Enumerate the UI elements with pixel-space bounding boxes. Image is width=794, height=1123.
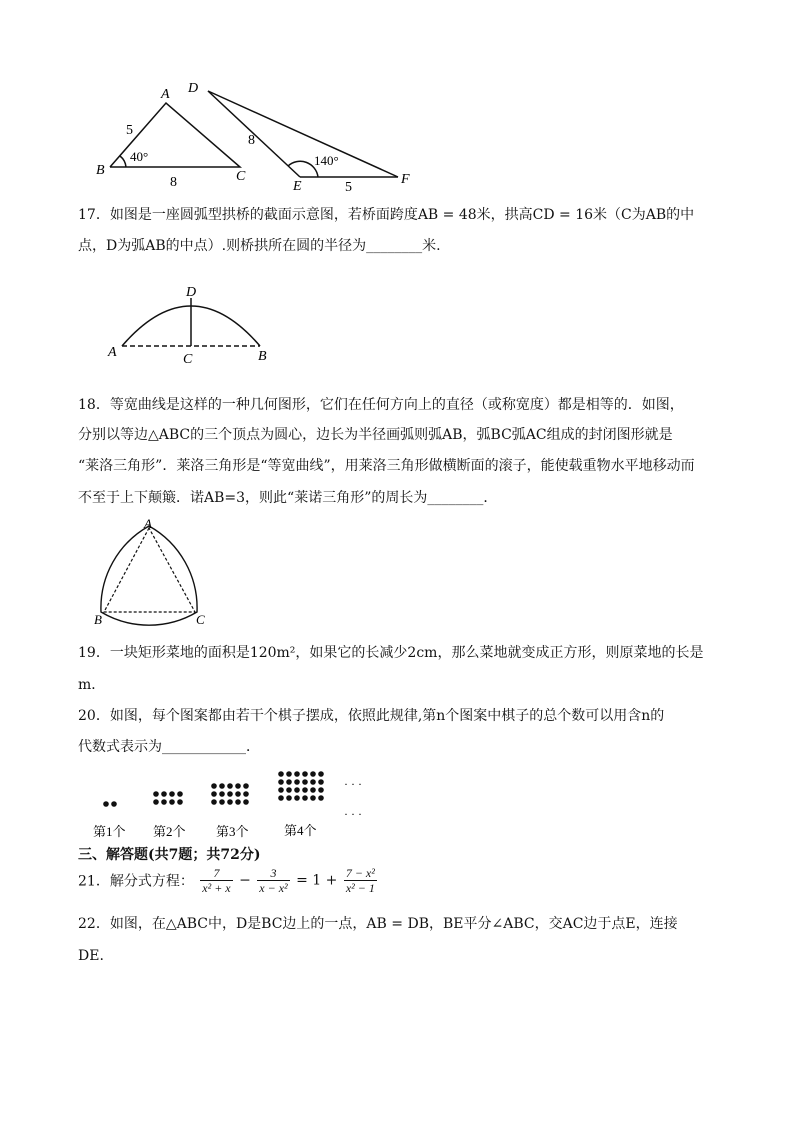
q20-line2: 代数式表示为____________．: [78, 739, 260, 755]
chess-piece-dot: [169, 799, 175, 805]
chess-piece-dot: [310, 787, 316, 793]
reuleaux-figure: [92, 516, 212, 630]
chess-piece-dot: [153, 791, 159, 797]
chess-piece-dot: [286, 771, 292, 777]
chess-piece-dot: [227, 783, 233, 789]
chess-piece-dot: [278, 771, 284, 777]
label-a: A: [144, 516, 152, 531]
q18-line4: 不至于上下颠簸．诺AB=3，则此“莱诺三角形”的周长为________．: [78, 490, 498, 506]
label-b-left: B: [96, 163, 105, 178]
label-f: F: [401, 172, 410, 187]
chess-piece-dot: [302, 795, 308, 801]
caption-1: 第1个: [93, 824, 126, 839]
chess-piece-dot: [177, 799, 183, 805]
chess-piece-dot: [278, 795, 284, 801]
triangles-figure: [90, 78, 420, 196]
caption-3: 第3个: [216, 824, 249, 839]
q20-line1: 20．如图，每个图案都由若干个棋子摆成，依照此规律,第n个图案中棋子的总个数可以用含n的: [78, 708, 665, 724]
label-de-length: 8: [248, 133, 255, 148]
label-a: A: [108, 345, 117, 360]
chess-piece-dot: [243, 799, 249, 805]
chess-piece-dot: [302, 787, 308, 793]
chess-piece-dot: [177, 791, 183, 797]
chess-piece-dot: [278, 779, 284, 785]
ellipsis-top: · · ·: [344, 777, 362, 791]
q18-line2: 分别以等边△ABC的三个顶点为圆心，边长为半径画弧则弧AB，弧BC弧AC组成的封闭图形就是: [78, 427, 673, 443]
fraction-3: [344, 866, 377, 895]
q18-line3: “莱洛三角形”．莱洛三角形是“等宽曲线”，用莱洛三角形做横断面的滚子，能使载重物水平地移动而: [78, 458, 695, 474]
chess-piece-dot: [318, 779, 324, 785]
chess-piece-dot: [294, 787, 300, 793]
caption-2: 第2个: [153, 824, 186, 839]
label-d: D: [188, 81, 199, 96]
chess-piece-dot: [294, 795, 300, 801]
label-c: C: [196, 612, 205, 627]
chess-piece-dot: [243, 783, 249, 789]
equals-one-plus: = 1 +: [296, 872, 338, 889]
dots-group: [103, 771, 324, 807]
chess-piece-dot: [278, 787, 284, 793]
chess-piece-dot: [161, 791, 167, 797]
chess-piece-dot: [169, 791, 175, 797]
fraction-1-numerator: 7: [200, 866, 232, 881]
chess-piece-dot: [318, 795, 324, 801]
chess-piece-dot: [103, 801, 109, 807]
chess-piece-dot: [286, 779, 292, 785]
chess-piece-dot: [219, 799, 225, 805]
chess-piece-dot: [153, 799, 159, 805]
label-b: B: [94, 612, 102, 627]
label-bc-length: 8: [170, 175, 177, 190]
label-b: B: [258, 349, 267, 364]
angle-arc-b: [120, 156, 126, 167]
chess-piece-dot: [111, 801, 117, 807]
label-e: E: [293, 179, 302, 194]
fraction-1: [200, 866, 232, 895]
label-d: D: [186, 285, 197, 300]
chess-piece-dot: [286, 787, 292, 793]
fraction-3-denominator: x² − 1: [345, 881, 375, 895]
chess-piece-dot: [161, 799, 167, 805]
chess-piece-dot: [302, 779, 308, 785]
chess-piece-dot: [318, 771, 324, 777]
chess-piece-dot: [294, 779, 300, 785]
label-angle-140: 140°: [314, 153, 339, 168]
chess-piece-dot: [310, 795, 316, 801]
chess-pieces-figure: [90, 766, 390, 844]
q21-equation: [78, 866, 379, 895]
chess-piece-dot: [318, 787, 324, 793]
chess-piece-dot: [219, 783, 225, 789]
fraction-2-numerator: 3: [257, 866, 289, 881]
label-a-left: A: [161, 87, 170, 102]
q19-line1: 19．一块矩形菜地的面积是120m²，如果它的长减少2cm，那么菜地就变成正方形，则原菜地的长是: [78, 645, 704, 661]
q22-line2: DE.: [78, 948, 104, 964]
q17-line2: 点，D为弧AB的中点）.则桥拱所在圆的半径为________米.: [78, 238, 441, 254]
fraction-1-denominator: x² + x: [202, 881, 231, 895]
q19-line2: m．: [78, 677, 106, 693]
chess-piece-dot: [310, 771, 316, 777]
label-c: C: [183, 352, 193, 367]
chess-piece-dot: [235, 791, 241, 797]
chess-piece-dot: [302, 771, 308, 777]
chess-piece-dot: [235, 783, 241, 789]
chess-piece-dot: [211, 791, 217, 797]
label-c-left: C: [236, 169, 246, 184]
caption-4: 第4个: [284, 823, 317, 838]
inner-triangle-dashed: [104, 528, 195, 612]
label-ab-length: 5: [126, 123, 133, 138]
chess-piece-dot: [211, 799, 217, 805]
q17-line1: 17．如图是一座圆弧型拱桥的截面示意图，若桥面跨度AB = 48米，拱高CD = 16米（C为AB的中: [78, 207, 695, 223]
chess-piece-dot: [243, 791, 249, 797]
q21-prefix: 21．解分式方程：: [78, 873, 194, 890]
minus-sign: −: [239, 872, 251, 889]
chess-piece-dot: [219, 791, 225, 797]
label-angle-40: 40°: [130, 149, 149, 164]
chess-piece-dot: [310, 779, 316, 785]
chess-piece-dot: [227, 791, 233, 797]
q22-line1: 22．如图，在△ABC中，D是BC边上的一点，AB = DB，BE平分∠ABC，交AC边于点E，连接: [78, 916, 678, 932]
fraction-2: [257, 866, 289, 895]
ellipsis-bottom: · · ·: [344, 807, 362, 821]
chess-piece-dot: [227, 799, 233, 805]
q18-line1: 18．等宽曲线是这样的一种几何图形，它们在任何方向上的直径（或称宽度）都是相等的．如图，: [78, 397, 684, 413]
chess-piece-dot: [286, 795, 292, 801]
chess-piece-dot: [235, 799, 241, 805]
arch-bridge-figure: [100, 284, 280, 368]
chess-piece-dot: [294, 771, 300, 777]
label-ef-length: 5: [345, 180, 352, 195]
fraction-2-denominator: x − x²: [259, 881, 288, 895]
section-heading: 三、解答题(共7题；共72分): [78, 847, 261, 863]
chess-piece-dot: [211, 783, 217, 789]
fraction-3-numerator: 7 − x²: [345, 866, 375, 880]
reuleaux-triangle: [101, 526, 197, 625]
